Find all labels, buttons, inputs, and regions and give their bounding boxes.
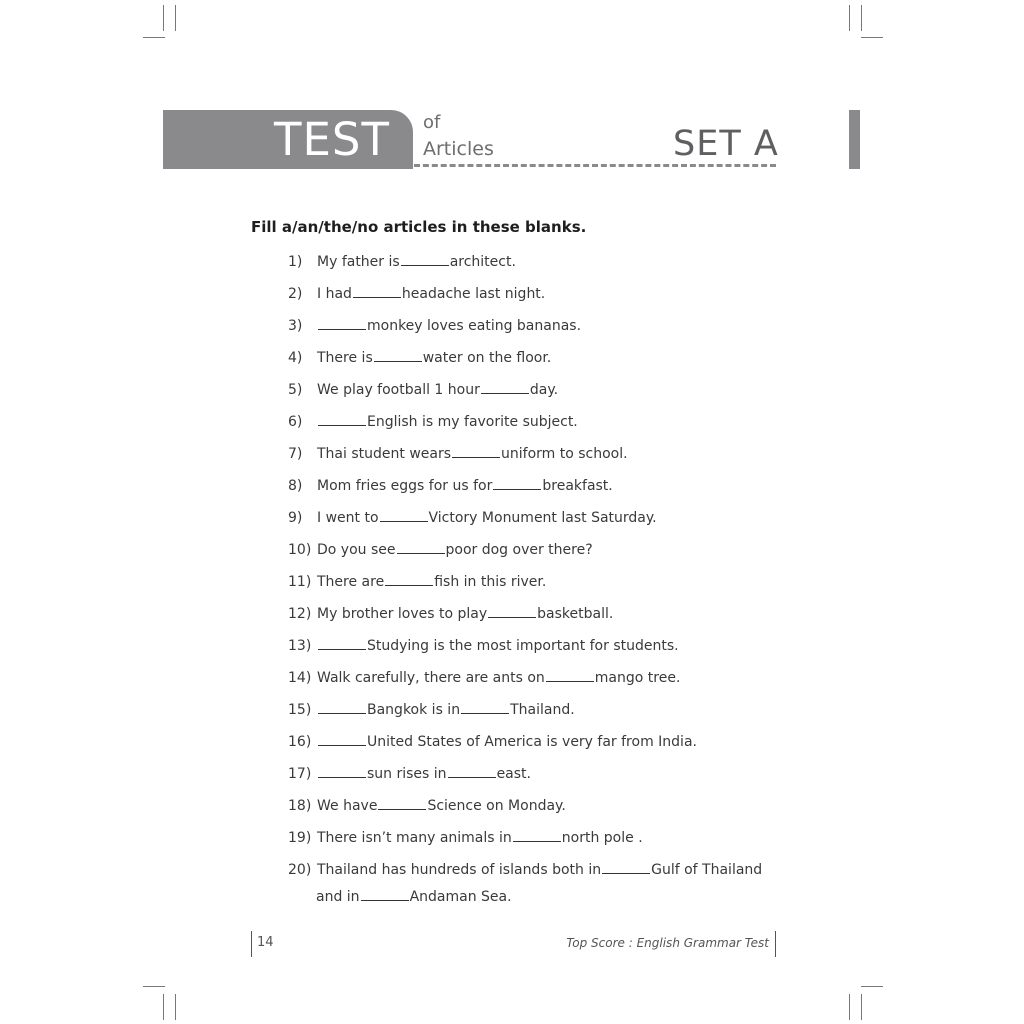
test-title: TEST — [274, 113, 390, 166]
question-text: day. — [529, 382, 559, 398]
crop-mark — [163, 5, 164, 31]
question-text: headache last night. — [401, 286, 546, 302]
question-text: We have — [317, 798, 378, 814]
answer-blank[interactable] — [318, 762, 366, 778]
question-text: Studying is the most important for students. — [367, 638, 679, 654]
question-number: 3) — [288, 318, 303, 334]
question-number: 5) — [288, 382, 303, 398]
answer-blank[interactable] — [378, 794, 426, 810]
crop-mark — [849, 5, 850, 31]
answer-blank[interactable] — [546, 666, 594, 682]
answer-blank[interactable] — [452, 442, 500, 458]
crop-mark — [861, 986, 883, 987]
question-text: poor dog over there? — [445, 542, 593, 558]
question-number: 13) — [288, 638, 312, 654]
answer-blank[interactable] — [493, 474, 541, 490]
question-item — [288, 666, 788, 688]
question-text: I went to — [317, 510, 379, 526]
question-number: 1) — [288, 254, 303, 270]
question-item — [288, 698, 788, 720]
book-title: Top Score : English Grammar Test — [566, 936, 769, 950]
question-text: Mom fries eggs for us for — [317, 478, 493, 494]
footer-divider-right — [775, 931, 776, 957]
articles-label: Articles — [423, 138, 494, 160]
question-item — [288, 794, 788, 816]
question-number: 9) — [288, 510, 303, 526]
question-item — [288, 474, 788, 496]
question-text: Thailand. — [510, 702, 575, 718]
crop-mark — [175, 5, 176, 31]
crop-mark — [849, 994, 850, 1020]
side-marker — [849, 110, 860, 169]
crop-mark — [163, 994, 164, 1020]
question-number: 12) — [288, 606, 312, 622]
question-item — [288, 730, 788, 752]
question-number: 17) — [288, 766, 312, 782]
question-item — [288, 506, 788, 528]
question-text: breakfast. — [542, 478, 613, 494]
answer-blank[interactable] — [318, 314, 366, 330]
page-number: 14 — [257, 935, 274, 950]
question-item — [288, 346, 788, 368]
answer-blank[interactable] — [385, 570, 433, 586]
question-number: 6) — [288, 414, 303, 430]
question-number: 18) — [288, 798, 312, 814]
question-text: Victory Monument last Saturday. — [428, 510, 657, 526]
question-text: basketball. — [537, 606, 614, 622]
answer-blank[interactable] — [602, 858, 650, 874]
crop-mark — [143, 37, 165, 38]
answer-blank[interactable] — [401, 250, 449, 266]
question-text: and in — [316, 889, 360, 905]
answer-blank[interactable] — [380, 506, 428, 522]
question-text: uniform to school. — [501, 446, 628, 462]
question-number: 11) — [288, 574, 312, 590]
question-text: east. — [496, 766, 531, 782]
answer-blank[interactable] — [481, 378, 529, 394]
footer-divider-left — [251, 931, 252, 957]
question-text: Gulf of Thailand — [651, 862, 763, 878]
question-number: 16) — [288, 734, 312, 750]
question-text: Thailand has hundreds of islands both in — [317, 862, 602, 878]
answer-blank[interactable] — [318, 698, 366, 714]
question-item — [288, 538, 788, 560]
of-label: of — [423, 112, 441, 133]
question-item — [288, 570, 788, 592]
question-number: 8) — [288, 478, 303, 494]
question-text: water on the floor. — [422, 350, 552, 366]
crop-mark — [143, 986, 165, 987]
question-text: English is my favorite subject. — [367, 414, 578, 430]
question-20-continuation — [316, 885, 512, 907]
question-text: mango tree. — [594, 670, 681, 686]
crop-mark — [861, 37, 883, 38]
question-item — [288, 762, 788, 784]
question-item — [288, 634, 788, 656]
question-text: north pole . — [561, 830, 643, 846]
question-number: 2) — [288, 286, 303, 302]
answer-blank[interactable] — [374, 346, 422, 362]
crop-mark — [861, 994, 862, 1020]
question-item — [288, 250, 788, 272]
question-text: There are — [317, 574, 385, 590]
question-text: United States of America is very far from India. — [367, 734, 697, 750]
question-text: We play football 1 hour — [317, 382, 480, 398]
question-number: 15) — [288, 702, 312, 718]
question-number: 14) — [288, 670, 312, 686]
answer-blank[interactable] — [461, 698, 509, 714]
question-text: My father is — [317, 254, 400, 270]
question-text: Andaman Sea. — [409, 889, 512, 905]
question-number: 10) — [288, 542, 312, 558]
question-text: Walk carefully, there are ants on — [317, 670, 545, 686]
question-number: 20) — [288, 862, 312, 878]
question-item — [288, 378, 788, 400]
answer-blank[interactable] — [448, 762, 496, 778]
question-item — [288, 314, 788, 336]
instruction-text: Fill a/an/the/no articles in these blanks. — [251, 218, 587, 236]
answer-blank[interactable] — [397, 538, 445, 554]
question-number: 4) — [288, 350, 303, 366]
question-text: There is — [317, 350, 373, 366]
question-text: Science on Monday. — [427, 798, 566, 814]
question-text: Thai student wears — [317, 446, 452, 462]
question-text: There isn’t many animals in — [317, 830, 512, 846]
question-text: Do you see — [317, 542, 396, 558]
question-item — [288, 602, 788, 624]
question-text: fish in this river. — [434, 574, 547, 590]
answer-blank[interactable] — [318, 410, 366, 426]
set-label: SET A — [673, 124, 779, 164]
question-item — [288, 282, 788, 304]
question-text: sun rises in — [367, 766, 447, 782]
question-text: Bangkok is in — [367, 702, 461, 718]
crop-mark — [175, 994, 176, 1020]
question-item — [288, 442, 788, 464]
question-number: 7) — [288, 446, 303, 462]
answer-blank[interactable] — [361, 885, 409, 901]
answer-blank[interactable] — [488, 602, 536, 618]
answer-blank[interactable] — [513, 826, 561, 842]
answer-blank[interactable] — [353, 282, 401, 298]
dashed-divider — [414, 164, 776, 167]
crop-mark — [861, 5, 862, 31]
question-text: architect. — [449, 254, 516, 270]
answer-blank[interactable] — [318, 634, 366, 650]
question-number: 19) — [288, 830, 312, 846]
question-item — [288, 410, 788, 432]
answer-blank[interactable] — [318, 730, 366, 746]
question-item — [288, 858, 788, 880]
question-text: I had — [317, 286, 352, 302]
question-text: monkey loves eating bananas. — [367, 318, 582, 334]
question-text: My brother loves to play — [317, 606, 488, 622]
question-item — [288, 826, 788, 848]
